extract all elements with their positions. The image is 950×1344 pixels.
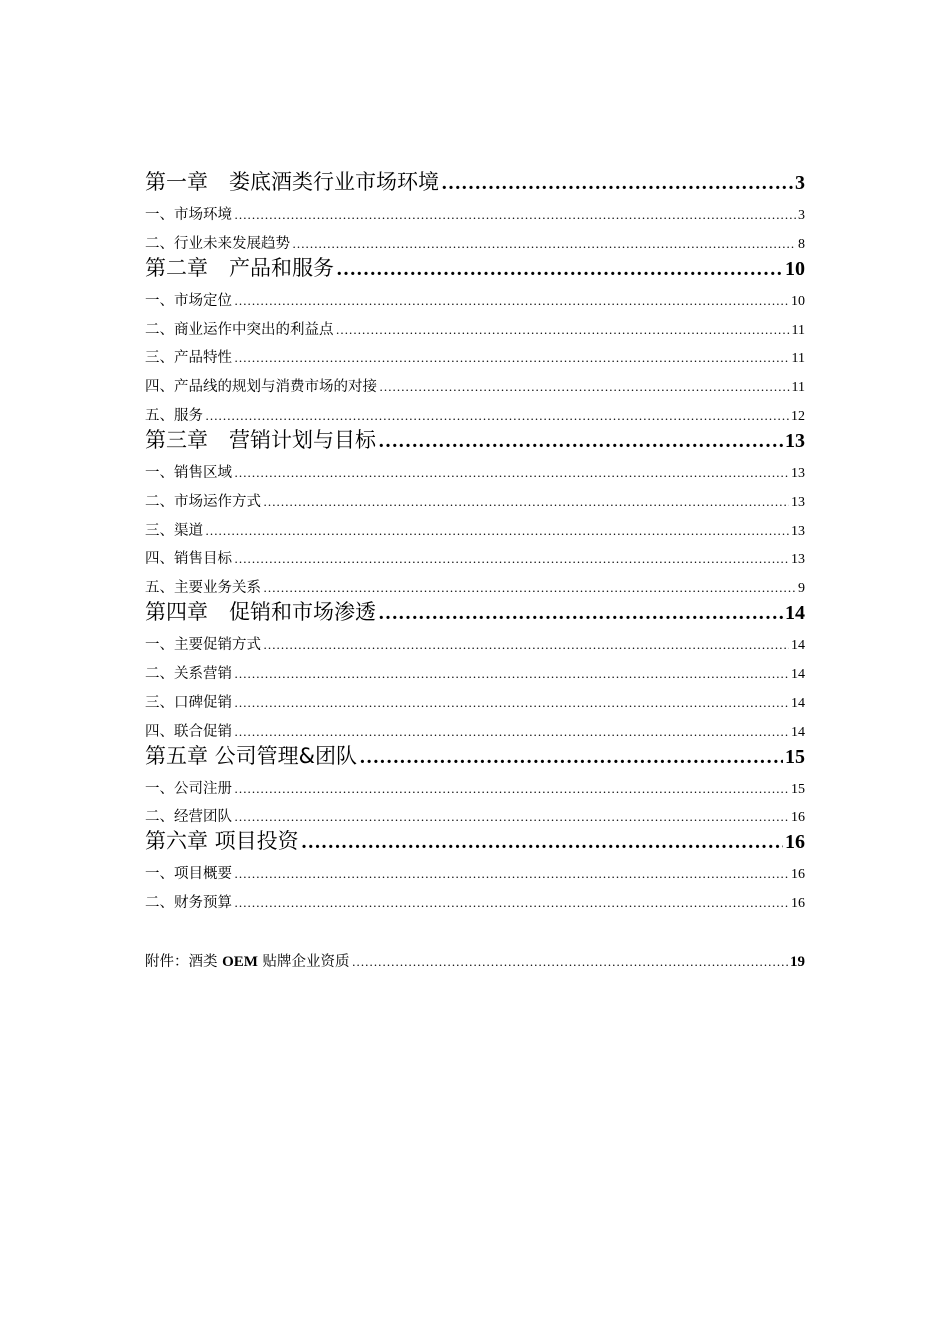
section-title: 一、公司注册 xyxy=(145,780,232,797)
toc-section-3-5[interactable] xyxy=(145,578,805,598)
dot-leader xyxy=(205,406,789,426)
page-number: 14 xyxy=(785,602,805,625)
page-number: 16 xyxy=(791,867,805,883)
section-title: 四、销售目标 xyxy=(145,551,232,568)
dot-leader xyxy=(263,578,796,598)
toc-section-3-4[interactable] xyxy=(145,549,805,569)
dot-leader xyxy=(205,521,789,541)
dot-leader xyxy=(441,169,793,196)
toc-appendix[interactable] xyxy=(145,951,805,973)
section-title: 二、财务预算 xyxy=(145,895,232,912)
section-title: 二、商业运作中突出的利益点 xyxy=(145,321,334,338)
section-title: 一、市场定位 xyxy=(145,292,232,309)
dot-leader xyxy=(234,722,789,742)
section-title: 三、产品特性 xyxy=(145,350,232,367)
section-title: 三、口碑促销 xyxy=(145,694,232,711)
dot-leader xyxy=(301,828,783,855)
dot-leader xyxy=(234,807,789,827)
page-number: 16 xyxy=(791,810,805,826)
page-number: 12 xyxy=(791,408,805,424)
chapter-title: 第五章 公司管理&团队 xyxy=(145,743,358,768)
dot-leader xyxy=(234,864,789,884)
page-number: 13 xyxy=(791,494,805,510)
toc-section-3-2[interactable] xyxy=(145,492,805,512)
page-number: 10 xyxy=(785,257,805,280)
dot-leader xyxy=(379,377,790,397)
page-number: 16 xyxy=(791,896,805,912)
section-title: 一、销售区域 xyxy=(145,464,232,481)
appendix-suffix: 贴牌企业资质 xyxy=(257,954,350,971)
section-title: 二、关系营销 xyxy=(145,665,232,682)
appendix-oem: OEM xyxy=(222,954,258,971)
page-number: 13 xyxy=(791,552,805,568)
dot-leader xyxy=(234,664,789,684)
dot-leader xyxy=(234,893,789,913)
page-number: 16 xyxy=(785,831,805,854)
toc-section-5-1[interactable] xyxy=(145,779,805,799)
dot-leader xyxy=(234,693,789,713)
section-title: 五、主要业务关系 xyxy=(145,580,261,597)
dot-leader xyxy=(234,348,790,368)
section-title: 一、市场环境 xyxy=(145,207,232,223)
chapter-title: 第四章 促销和市场渗透 xyxy=(145,600,376,625)
dot-leader xyxy=(378,599,783,626)
toc-section-3-1[interactable] xyxy=(145,463,805,483)
toc-chapter-2[interactable] xyxy=(145,254,805,282)
dot-leader xyxy=(234,779,789,799)
dot-leader xyxy=(292,234,796,254)
toc-chapter-6[interactable] xyxy=(145,827,805,855)
page-number: 15 xyxy=(785,745,805,768)
dot-leader xyxy=(263,635,789,655)
dot-leader xyxy=(336,255,783,282)
toc-section-1-2[interactable] xyxy=(145,234,805,254)
section-title: 三、渠道 xyxy=(145,522,203,539)
dot-leader xyxy=(352,951,788,973)
page-number: 10 xyxy=(791,293,805,309)
chapter-title: 第三章 营销计划与目标 xyxy=(145,427,376,452)
page-number: 14 xyxy=(791,695,805,711)
section-title: 四、产品线的规划与消费市场的对接 xyxy=(145,379,377,396)
page-number: 14 xyxy=(791,666,805,682)
page-number: 3 xyxy=(795,172,805,194)
page-number: 14 xyxy=(791,724,805,740)
toc-section-4-2[interactable] xyxy=(145,664,805,684)
toc-section-3-3[interactable] xyxy=(145,521,805,541)
page-number: 14 xyxy=(791,638,805,654)
dot-leader xyxy=(234,291,789,311)
chapter-title: 第一章 娄底酒类行业市场环境 xyxy=(145,170,439,194)
dot-leader xyxy=(234,205,796,225)
appendix-prefix: 附件：酒类 xyxy=(145,954,223,971)
toc-chapter-5[interactable] xyxy=(145,742,805,770)
toc-section-1-1[interactable] xyxy=(145,205,805,225)
toc-section-6-2[interactable] xyxy=(145,893,805,913)
page-number: 11 xyxy=(791,351,805,367)
chapter-title: 第二章 产品和服务 xyxy=(145,255,334,280)
page-number: 8 xyxy=(798,236,805,252)
dot-leader xyxy=(378,427,783,454)
toc-section-6-1[interactable] xyxy=(145,864,805,884)
toc-section-4-1[interactable] xyxy=(145,635,805,655)
toc-chapter-4[interactable] xyxy=(145,598,805,626)
page-number: 19 xyxy=(790,954,805,971)
toc-section-2-4[interactable] xyxy=(145,377,805,397)
toc-section-4-4[interactable] xyxy=(145,722,805,742)
page-number: 11 xyxy=(791,380,805,396)
table-of-contents xyxy=(145,168,805,973)
page-number: 15 xyxy=(791,781,805,797)
page-number: 13 xyxy=(791,465,805,481)
section-title: 五、服务 xyxy=(145,407,203,424)
toc-section-4-3[interactable] xyxy=(145,693,805,713)
dot-leader xyxy=(234,463,789,483)
chapter-title: 第六章 项目投资 xyxy=(145,829,299,854)
toc-section-2-5[interactable] xyxy=(145,406,805,426)
toc-chapter-3[interactable] xyxy=(145,426,805,454)
section-title: 一、项目概要 xyxy=(145,866,232,883)
page-number: 9 xyxy=(798,581,805,597)
section-title: 一、主要促销方式 xyxy=(145,637,261,654)
dot-leader xyxy=(234,549,789,569)
section-title: 二、市场运作方式 xyxy=(145,493,261,510)
page-number: 13 xyxy=(785,429,805,452)
toc-section-5-2[interactable] xyxy=(145,807,805,827)
page-number: 3 xyxy=(798,208,805,223)
toc-section-2-1[interactable] xyxy=(145,291,805,311)
toc-chapter-1[interactable] xyxy=(145,168,805,196)
page-number: 13 xyxy=(791,523,805,539)
toc-section-2-3[interactable] xyxy=(145,348,805,368)
toc-section-2-2[interactable] xyxy=(145,320,805,340)
dot-leader xyxy=(336,320,790,340)
appendix-title xyxy=(145,951,350,973)
section-title: 四、联合促销 xyxy=(145,723,232,740)
section-title: 二、经营团队 xyxy=(145,809,232,826)
dot-leader xyxy=(359,743,783,770)
page-number: 11 xyxy=(791,322,805,338)
section-title: 二、行业未来发展趋势 xyxy=(145,235,290,252)
dot-leader xyxy=(263,492,789,512)
